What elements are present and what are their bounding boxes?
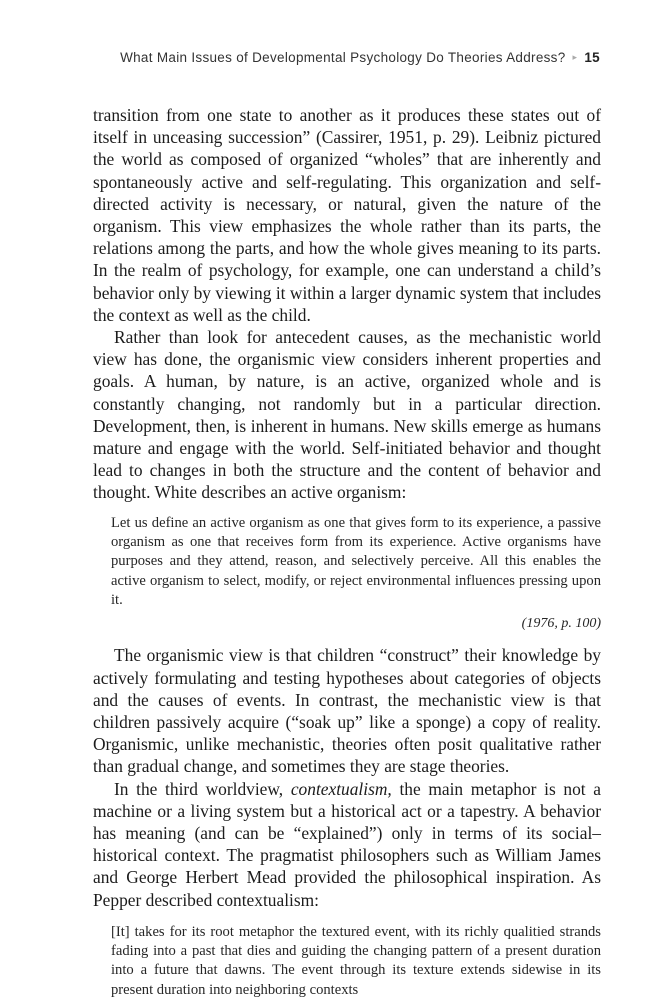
paragraph-contextualism-rest: the main metaphor is not a machine or a living system but a historical act or a tapestry. A behavior has meaning (and can be “explained”) only in terms of its social–historical context. The pragmatist philosophers such as William James and George Herbert Mead provided the philosophical inspiration. As Pepper described contextualism: <box>93 778 601 910</box>
page-number: 15 <box>584 50 600 65</box>
paragraph-contextualism-lead: In the third worldview, <box>114 778 291 799</box>
block-quote-white <box>111 514 601 634</box>
paragraph-continuation: transition from one state to another as it produces these states out of itself in unceasing succession” (Cassirer, 1951, p. 29). Leibniz pictured the world as composed of organized “wholes” that are inherently and spontaneously active and self-regulating. This organization and self-directed activity is necessary, or natural, given the nature of the organism. This view emphasizes the whole rather than its parts, the relations among the parts, and how the whole gives meaning to its parts. In the realm of psychology, for example, one can understand a child’s behavior only by viewing it within a larger dynamic system that includes the context as well as the child. <box>93 105 601 325</box>
quote-citation: (1976, p. 100) <box>521 616 601 632</box>
paragraph-organismic-view: Rather than look for antecedent causes, as the mechanistic world view has done, the organismic view considers inherent properties and goals. A human, by nature, is an active, organized whole and is constantly changing, not randomly but in a particular direction. Development, then, is inherent in humans. New skills emerge as humans mature and engage with the world. Self-initiated behavior and thought lead to changes in both the structure and the content of behavior and thought. White describes an active organism: <box>93 327 601 503</box>
running-title: What Main Issues of Developmental Psychology Do Theories Address? <box>120 50 566 65</box>
block-quote-pepper <box>111 923 601 1000</box>
block-quote-text: Let us define an active organism as one that gives form to its experience, a passive organism as one that receives form from its experience. Active organisms have purposes and they attend, reason, and selectively perceive. All this enables the active organism to select, modify, or reject environmental influences pressing upon it. <box>111 514 601 608</box>
page-body <box>93 104 601 1000</box>
paragraph-construct: The organismic view is that children “construct” their knowledge by actively formulating and testing hypotheses about categories of objects and the causes of events. In contrast, the mechanistic view is that children passively acquire (“soak up” like a sponge) a copy of reality. Organismic, unlike mechanistic, theories often posit qualitative rather than gradual change, and sometimes they are stage theories. <box>93 645 601 777</box>
block-quote-text: [It] takes for its root metaphor the textured event, with its richly qualitied strands fading into a past that dies and guiding the changing pattern of a present duration into a future that dawns. The event through its texture extends sidewise in its present duration into neighboring contexts <box>111 923 601 998</box>
running-header <box>120 50 600 65</box>
paragraph-contextualism <box>93 778 601 911</box>
triangle-arrow-icon: ▸ <box>572 52 578 62</box>
term-contextualism: contextualism, <box>290 778 392 799</box>
